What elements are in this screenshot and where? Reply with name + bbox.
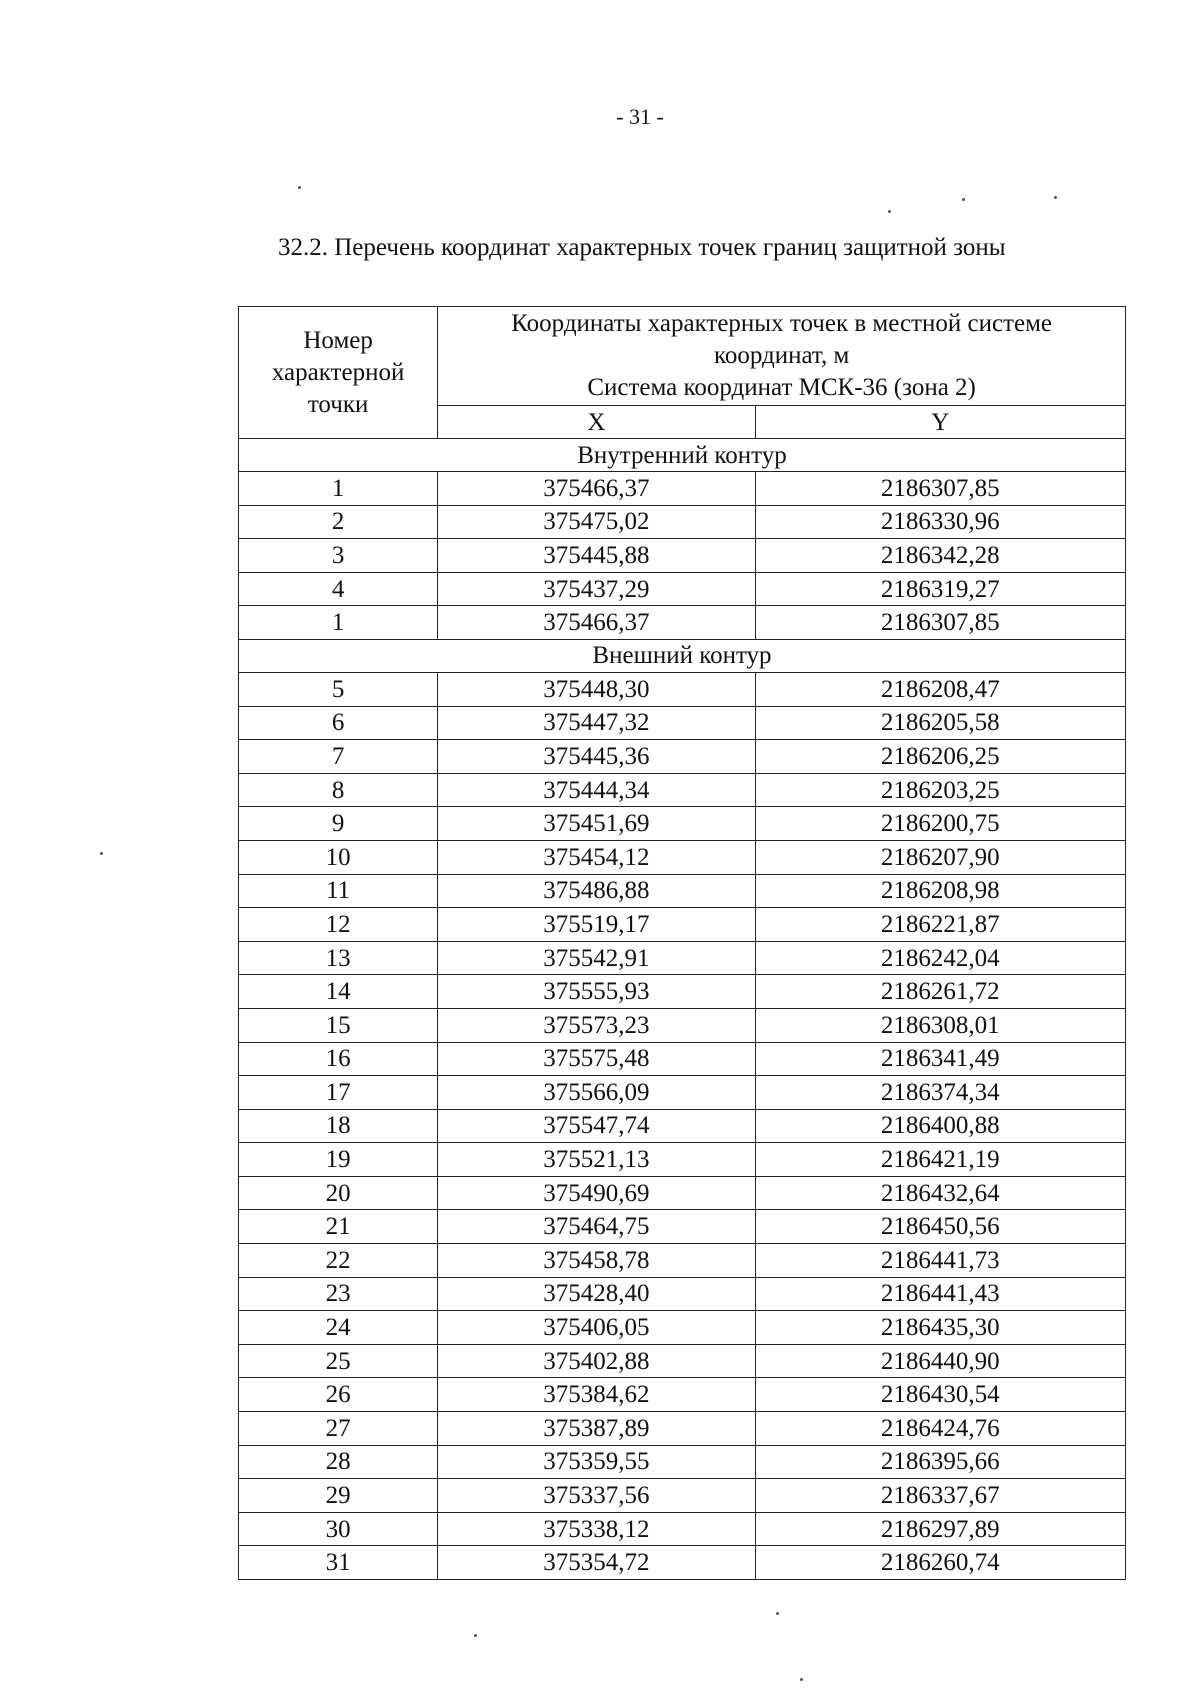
y-coordinate-cell: 2186430,54 (755, 1378, 1125, 1412)
x-coordinate-cell: 375384,62 (438, 1378, 755, 1412)
scan-speck (1054, 196, 1057, 199)
section-title: Внешний контур (239, 639, 1126, 672)
x-coordinate-cell: 375354,72 (438, 1546, 755, 1580)
table-row (239, 1445, 1126, 1479)
x-coordinate-cell: 375402,88 (438, 1344, 755, 1378)
y-coordinate-cell: 2186424,76 (755, 1412, 1125, 1446)
x-coordinate-cell: 375458,78 (438, 1244, 755, 1278)
x-coordinate-cell: 375447,32 (438, 706, 755, 740)
y-coordinate-cell: 2186307,85 (755, 606, 1125, 640)
table-row (239, 1479, 1126, 1513)
table-body (239, 439, 1126, 1580)
y-coordinate-cell: 2186203,25 (755, 773, 1125, 807)
y-coordinate-cell: 2186421,19 (755, 1143, 1125, 1177)
scan-speck (962, 198, 965, 201)
table-row (239, 672, 1126, 706)
table-row (239, 1344, 1126, 1378)
coordinates-table (238, 306, 1126, 1580)
x-coordinate-cell: 375547,74 (438, 1109, 755, 1143)
y-coordinate-cell: 2186374,34 (755, 1076, 1125, 1110)
table-row (239, 505, 1126, 539)
y-coordinate-cell: 2186200,75 (755, 807, 1125, 841)
x-coordinate-cell: 375573,23 (438, 1008, 755, 1042)
scan-speck (800, 1678, 803, 1681)
table-row (239, 1210, 1126, 1244)
table-row (239, 1244, 1126, 1278)
x-coordinate-cell: 375428,40 (438, 1277, 755, 1311)
point-number-cell: 18 (239, 1109, 438, 1143)
section-title: Внутренний контур (239, 439, 1126, 472)
x-coordinate-cell: 375454,12 (438, 840, 755, 874)
x-coordinate-cell: 375475,02 (438, 505, 755, 539)
point-number-cell: 15 (239, 1008, 438, 1042)
scan-speck (474, 1634, 477, 1637)
y-coordinate-cell: 2186441,43 (755, 1277, 1125, 1311)
y-coordinate-cell: 2186440,90 (755, 1344, 1125, 1378)
point-number-cell: 9 (239, 807, 438, 841)
x-coordinate-cell: 375437,29 (438, 572, 755, 606)
x-coordinate-cell: 375406,05 (438, 1311, 755, 1345)
y-coordinate-cell: 2186308,01 (755, 1008, 1125, 1042)
y-coordinate-cell: 2186400,88 (755, 1109, 1125, 1143)
table-row (239, 1512, 1126, 1546)
point-number-cell: 16 (239, 1042, 438, 1076)
table-row (239, 1412, 1126, 1446)
point-number-cell: 1 (239, 606, 438, 640)
y-coordinate-cell: 2186450,56 (755, 1210, 1125, 1244)
table-row (239, 1546, 1126, 1580)
y-coordinate-cell: 2186319,27 (755, 572, 1125, 606)
x-coordinate-cell: 375338,12 (438, 1512, 755, 1546)
x-coordinate-cell: 375451,69 (438, 807, 755, 841)
point-number-cell: 11 (239, 874, 438, 908)
y-coordinate-cell: 2186242,04 (755, 941, 1125, 975)
x-coordinate-cell: 375466,37 (438, 472, 755, 506)
table-row (239, 1176, 1126, 1210)
x-coordinate-cell: 375542,91 (438, 941, 755, 975)
table-row (239, 472, 1126, 506)
y-coordinate-cell: 2186206,25 (755, 740, 1125, 774)
point-number-cell: 5 (239, 672, 438, 706)
table-row (239, 706, 1126, 740)
table-row (239, 773, 1126, 807)
y-coordinate-cell: 2186208,47 (755, 672, 1125, 706)
point-number-cell: 31 (239, 1546, 438, 1580)
point-number-cell: 6 (239, 706, 438, 740)
point-number-cell: 8 (239, 773, 438, 807)
x-coordinate-cell: 375387,89 (438, 1412, 755, 1446)
point-number-cell: 28 (239, 1445, 438, 1479)
y-coordinate-cell: 2186260,74 (755, 1546, 1125, 1580)
point-number-cell: 12 (239, 908, 438, 942)
y-coordinate-cell: 2186330,96 (755, 505, 1125, 539)
point-number-cell: 7 (239, 740, 438, 774)
table-row (239, 941, 1126, 975)
y-coordinate-cell: 2186395,66 (755, 1445, 1125, 1479)
x-coordinate-cell: 375445,88 (438, 539, 755, 573)
point-number-cell: 21 (239, 1210, 438, 1244)
x-coordinate-cell: 375555,93 (438, 975, 755, 1009)
y-coordinate-cell: 2186337,67 (755, 1479, 1125, 1513)
table-row (239, 1042, 1126, 1076)
x-coordinate-cell: 375448,30 (438, 672, 755, 706)
table-row (239, 606, 1126, 640)
page-number: - 31 - (616, 104, 664, 129)
scan-speck (776, 1612, 779, 1615)
point-number-cell: 24 (239, 1311, 438, 1345)
x-coordinate-cell: 375575,48 (438, 1042, 755, 1076)
section-row (239, 639, 1126, 672)
y-coordinate-cell: 2186432,64 (755, 1176, 1125, 1210)
x-coordinate-cell: 375486,88 (438, 874, 755, 908)
scan-speck (888, 210, 891, 213)
table-row (239, 975, 1126, 1009)
y-coordinate-cell: 2186261,72 (755, 975, 1125, 1009)
y-coordinate-cell: 2186342,28 (755, 539, 1125, 573)
point-number-cell: 17 (239, 1076, 438, 1110)
y-coordinate-cell: 2186435,30 (755, 1311, 1125, 1345)
point-number-cell: 19 (239, 1143, 438, 1177)
table-row (239, 1076, 1126, 1110)
y-coordinate-cell: 2186205,58 (755, 706, 1125, 740)
point-number-cell: 26 (239, 1378, 438, 1412)
point-number-cell: 4 (239, 572, 438, 606)
scan-speck (100, 852, 103, 855)
point-number-cell: 14 (239, 975, 438, 1009)
point-number-cell: 1 (239, 472, 438, 506)
section-row (239, 439, 1126, 472)
point-number-cell: 13 (239, 941, 438, 975)
y-coordinate-cell: 2186207,90 (755, 840, 1125, 874)
table-row (239, 740, 1126, 774)
x-coordinate-cell: 375337,56 (438, 1479, 755, 1513)
table-row (239, 908, 1126, 942)
table-row (239, 807, 1126, 841)
table-row (239, 572, 1126, 606)
table-row (239, 840, 1126, 874)
table-row (239, 539, 1126, 573)
header-x: X (438, 406, 755, 439)
y-coordinate-cell: 2186341,49 (755, 1042, 1125, 1076)
header-point-number: Номер характерной точки (239, 307, 438, 439)
point-number-cell: 25 (239, 1344, 438, 1378)
y-coordinate-cell: 2186441,73 (755, 1244, 1125, 1278)
x-coordinate-cell: 375359,55 (438, 1445, 755, 1479)
y-coordinate-cell: 2186221,87 (755, 908, 1125, 942)
point-number-cell: 27 (239, 1412, 438, 1446)
section-heading: 32.2. Перечень координат характерных точек границ защитной зоны (278, 234, 1006, 261)
x-coordinate-cell: 375519,17 (438, 908, 755, 942)
point-number-cell: 23 (239, 1277, 438, 1311)
x-coordinate-cell: 375464,75 (438, 1210, 755, 1244)
table-row (239, 1109, 1126, 1143)
x-coordinate-cell: 375444,34 (438, 773, 755, 807)
table-row (239, 1378, 1126, 1412)
x-coordinate-cell: 375445,36 (438, 740, 755, 774)
table-row (239, 1143, 1126, 1177)
point-number-cell: 2 (239, 505, 438, 539)
y-coordinate-cell: 2186208,98 (755, 874, 1125, 908)
point-number-cell: 22 (239, 1244, 438, 1278)
scan-speck (298, 186, 301, 189)
table-row (239, 1277, 1126, 1311)
x-coordinate-cell: 375490,69 (438, 1176, 755, 1210)
table-row (239, 874, 1126, 908)
x-coordinate-cell: 375566,09 (438, 1076, 755, 1110)
point-number-cell: 20 (239, 1176, 438, 1210)
header-coordinates: Координаты характерных точек в местной системе координат, м Система координат МСК-36 (зона 2) (438, 307, 1126, 406)
point-number-cell: 30 (239, 1512, 438, 1546)
point-number-cell: 3 (239, 539, 438, 573)
point-number-cell: 29 (239, 1479, 438, 1513)
x-coordinate-cell: 375466,37 (438, 606, 755, 640)
y-coordinate-cell: 2186307,85 (755, 472, 1125, 506)
table-row (239, 1311, 1126, 1345)
header-y: Y (755, 406, 1125, 439)
y-coordinate-cell: 2186297,89 (755, 1512, 1125, 1546)
x-coordinate-cell: 375521,13 (438, 1143, 755, 1177)
point-number-cell: 10 (239, 840, 438, 874)
table-row (239, 1008, 1126, 1042)
